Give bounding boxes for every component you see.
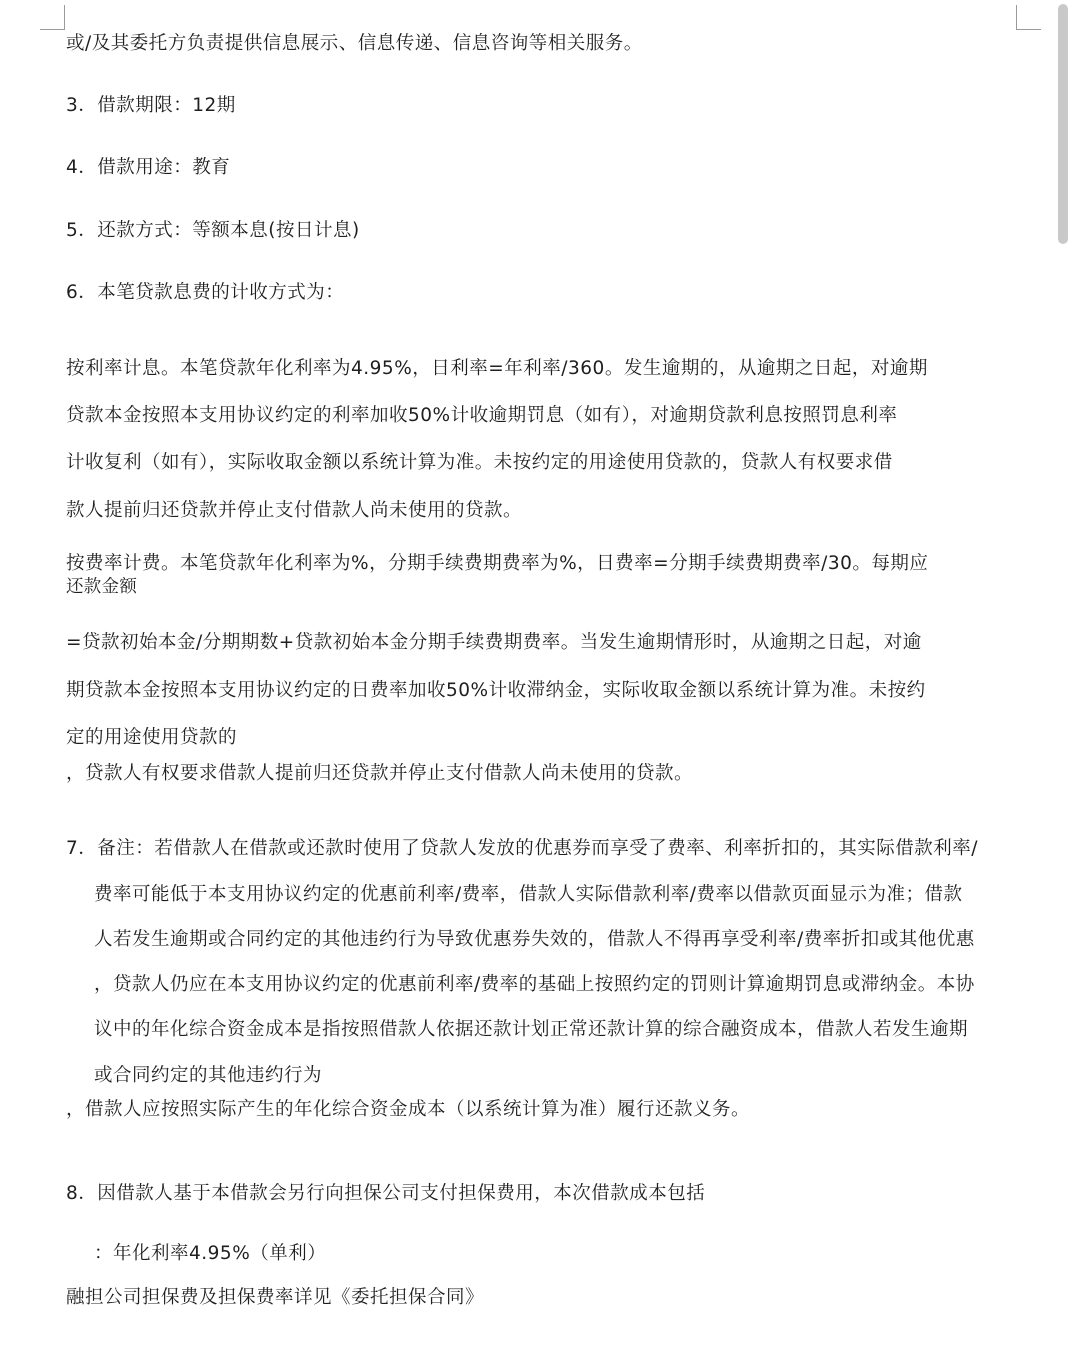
text-line: 款人提前归还贷款并停止支付借款人尚未使用的贷款。	[66, 500, 523, 521]
scrollbar-thumb[interactable]	[1058, 4, 1068, 244]
text-line: ，借款人应按照实际产生的年化综合资金成本（以系统计算为准）履行还款义务。	[66, 1099, 751, 1120]
item-fee-method: 6．本笔贷款息费的计收方式为：	[66, 282, 345, 303]
text-line: 融担公司担保费及担保费率详见《委托担保合同》	[66, 1287, 485, 1308]
text-line: 费率可能低于本支用协议约定的优惠前利率/费率，借款人实际借款利率/费率以借款页面显示为准；借款	[94, 884, 963, 905]
item-guarantee: 8．因借款人基于本借款会另行向担保公司支付担保费用，本次借款成本包括	[66, 1183, 706, 1204]
text-line: 贷款本金按照本支用协议约定的利率加收50%计收逾期罚息（如有），对逾期贷款利息按照罚息利率	[66, 405, 898, 426]
page-corner-mark-top-right	[1016, 5, 1041, 30]
text-line: ，贷款人有权要求借款人提前归还贷款并停止支付借款人尚未使用的贷款。	[66, 763, 694, 784]
item-remarks: 7．备注：若借款人在借款或还款时使用了贷款人发放的优惠券而享受了费率、利率折扣的，其实际借款利率/	[66, 838, 979, 859]
text-line: 还款金额	[66, 577, 138, 597]
text-line: 按利率计息。本笔贷款年化利率为4.95%，日利率=年利率/360。发生逾期的，从逾期之日起，对逾期	[66, 358, 928, 379]
text-line: 或合同约定的其他违约行为	[94, 1065, 323, 1086]
text-line: =贷款初始本金/分期期数+贷款初始本金分期手续费期费率。当发生逾期情形时，从逾期之日起，对逾	[66, 632, 922, 653]
text-line: ，贷款人仍应在本支用协议约定的优惠前利率/费率的基础上按照约定的罚则计算逾期罚息或滞纳金。本协	[94, 974, 975, 995]
item-loan-term: 3．借款期限：12期	[66, 95, 236, 116]
item-loan-purpose: 4．借款用途：教育	[66, 157, 231, 178]
text-line: 人若发生逾期或合同约定的其他违约行为导致优惠券失效的，借款人不得再享受利率/费率折扣或其他优惠	[94, 929, 975, 950]
text-line: 计收复利（如有），实际收取金额以系统计算为准。未按约定的用途使用贷款的，贷款人有权要求借	[66, 452, 893, 473]
text-line: 定的用途使用贷款的	[66, 727, 238, 748]
text-line: 议中的年化综合资金成本是指按照借款人依据还款计划正常还款计算的综合融资成本，借款人若发生逾期	[94, 1019, 969, 1040]
item-repayment-method: 5．还款方式：等额本息(按日计息)	[66, 220, 360, 241]
page-corner-mark-top-left	[40, 5, 65, 30]
text-line: 按费率计费。本笔贷款年化利率为%，分期手续费期费率为%，日费率=分期手续费期费率/30。每期应	[66, 553, 929, 574]
text-line: ：年化利率4.95%（单利）	[94, 1243, 327, 1264]
text-line: 期贷款本金按照本支用协议约定的日费率加收50%计收滞纳金，实际收取金额以系统计算为准。未按约	[66, 680, 926, 701]
text-line: 或/及其委托方负责提供信息展示、信息传递、信息咨询等相关服务。	[66, 33, 643, 54]
